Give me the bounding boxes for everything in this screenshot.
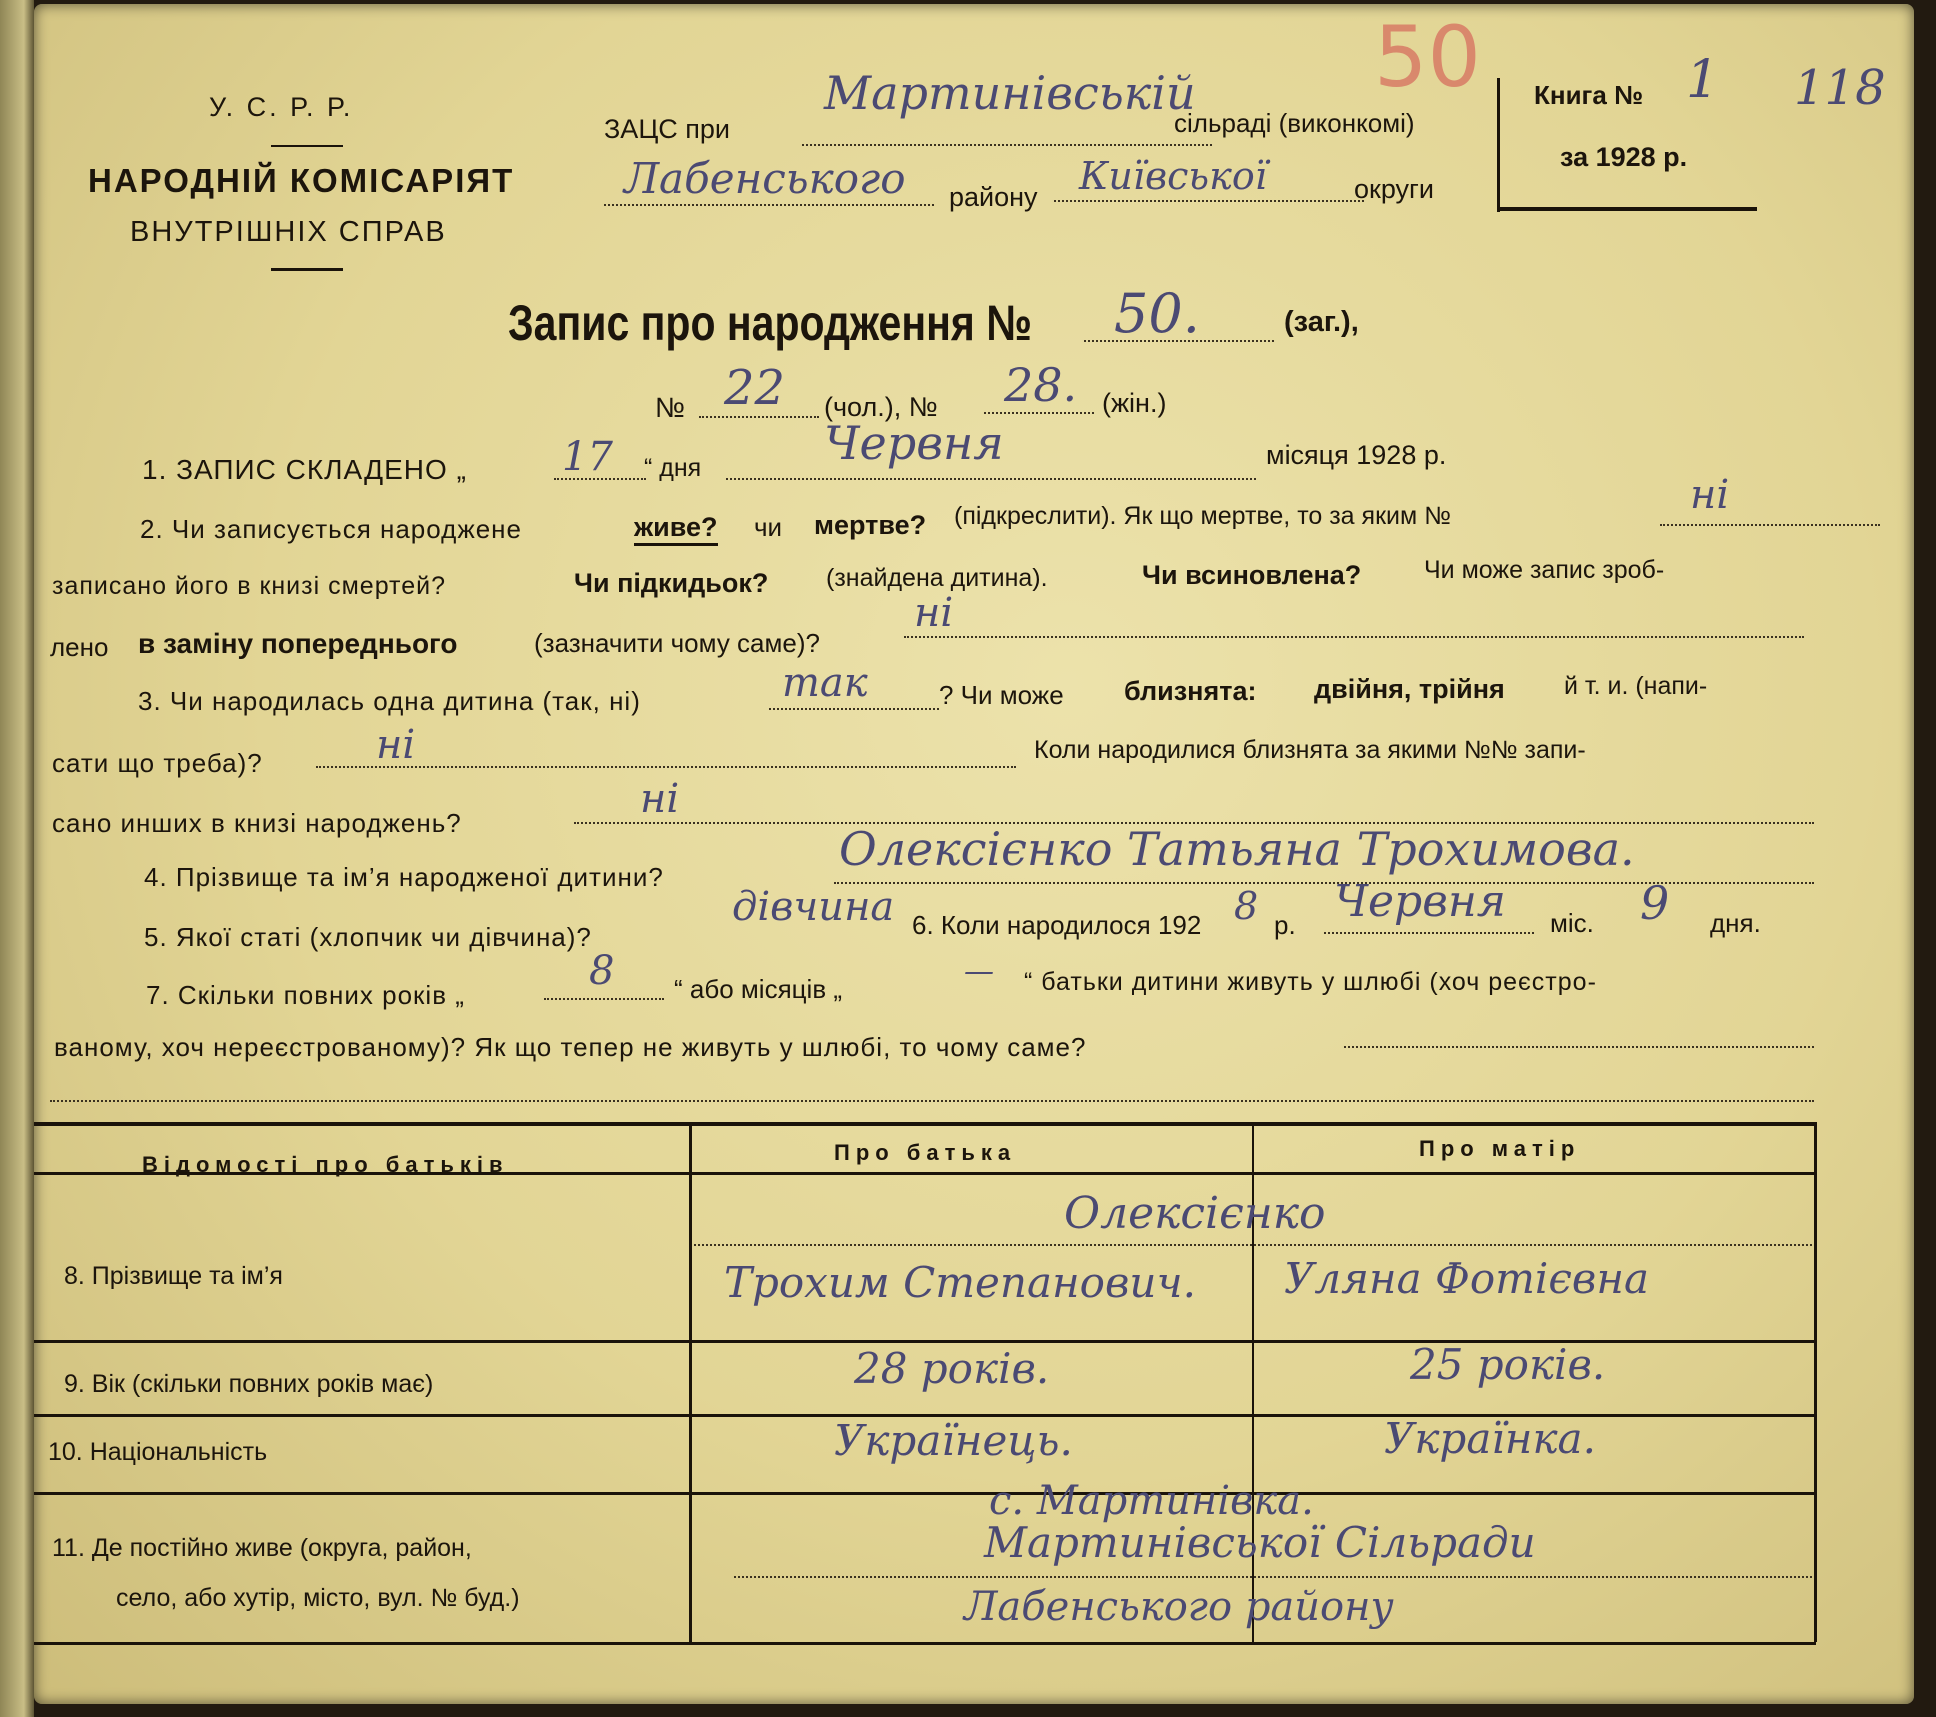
- q1-suffix: місяця 1928 р.: [1266, 440, 1447, 470]
- table-bottom-rule: [34, 1642, 1816, 1645]
- zags-prefix: ЗАЦС при: [604, 114, 731, 144]
- q6-label: 6. Коли народилося 192: [912, 910, 1202, 940]
- q1-month-field: [726, 478, 1256, 480]
- q2-death-no-field: [1660, 524, 1880, 526]
- residence-line: [734, 1576, 1812, 1578]
- q7-reason-field: [1344, 1046, 1814, 1048]
- q2-answer-1: ні: [1690, 472, 1730, 518]
- female-label: (жін.): [1102, 388, 1167, 418]
- general-number: 50.: [1114, 282, 1200, 345]
- previous-page-edge: [0, 0, 34, 1717]
- mother-age: 25 років.: [1410, 1340, 1606, 1389]
- q3-text: сано инших в книзі народжень?: [52, 808, 462, 838]
- book-number: 1: [1686, 50, 1720, 110]
- table-top-rule: [34, 1122, 1816, 1126]
- q6-day-label: дня.: [1710, 908, 1761, 938]
- q7-months: —: [964, 954, 994, 989]
- q2-text: (підкреслити). Як що мертве, то за яким №: [954, 502, 1451, 530]
- q4-label: 4. Прізвище та ім’я народженої дитини?: [144, 862, 664, 892]
- row-10-label: 10. Національність: [48, 1438, 268, 1466]
- q4-answer: Олексієнко Татьяна Трохимова.: [839, 822, 1635, 876]
- book-box-bottom: [1497, 207, 1757, 211]
- q1-label: 1. ЗАПИС СКЛАДЕНО „: [142, 454, 467, 485]
- q3-double: двійня, трійня: [1314, 674, 1505, 704]
- row-11-label: 11. Де постійно живе (округа, район,: [52, 1534, 472, 1562]
- q2-text: записано його в книзі смертей?: [52, 572, 447, 600]
- male-number-field: [699, 416, 819, 418]
- village-field: [802, 144, 1212, 146]
- okrug-value: Київської: [1079, 154, 1267, 198]
- male-number: 22: [724, 360, 786, 416]
- q1-day: 17: [562, 434, 613, 480]
- q2-text: 2. Чи записується народжене: [140, 514, 522, 544]
- book-label: Книга №: [1534, 80, 1644, 110]
- mother-nationality: Українка.: [1384, 1414, 1596, 1463]
- row-9-label: 9. Вік (скільки повних років має): [64, 1370, 434, 1398]
- residence-council: Мартинівської Сільради: [984, 1518, 1536, 1567]
- table-header-info: Відомості про батьків: [142, 1152, 509, 1177]
- q7-years: 8: [589, 948, 615, 994]
- male-label: (чол.), №: [824, 392, 938, 422]
- village-value: Мартинівській: [824, 66, 1196, 120]
- q2-dead: мертве?: [814, 510, 927, 540]
- q6-month: Червня: [1334, 876, 1506, 927]
- q2-adopted: Чи всиновлена?: [1142, 560, 1362, 590]
- father-name: Трохим Степанович.: [724, 1258, 1196, 1307]
- female-number: 28.: [1004, 358, 1078, 412]
- q2-foundling: Чи підкидьок?: [574, 568, 769, 598]
- department-name: ВНУТРІШНІХ СПРАВ: [130, 216, 447, 248]
- q3-text: й т. и. (напи-: [1564, 672, 1708, 700]
- residence-village: с. Мартинівка.: [989, 1478, 1314, 1524]
- q7-label: 7. Скільки повних років „: [146, 980, 465, 1010]
- record-title: Запис про народження №: [508, 295, 1032, 351]
- zags-suffix: сільраді (виконкомі): [1174, 108, 1415, 138]
- father-nationality: Українець.: [834, 1416, 1073, 1465]
- q3-twins: близнята:: [1124, 676, 1257, 706]
- q2-text: лено: [50, 632, 109, 662]
- q6-r-label: р.: [1274, 910, 1296, 940]
- father-age: 28 років.: [854, 1344, 1050, 1393]
- residence-district: Лабенського району: [964, 1584, 1394, 1630]
- q1-day-label: “ дня: [644, 454, 702, 482]
- q2-replace: в заміну попереднього: [138, 628, 458, 659]
- q3-answer-2: ні: [376, 722, 416, 768]
- district-value: Лабенського: [624, 154, 906, 203]
- q2-text: Чи може запис зроб-: [1424, 556, 1665, 584]
- q3-answer-1: так: [782, 660, 868, 706]
- q7-label: “ або місяців „: [674, 974, 843, 1004]
- q5-answer: дівчина: [732, 884, 895, 930]
- row-rule: [34, 1492, 1816, 1495]
- okrug-label: округи: [1354, 174, 1434, 204]
- general-suffix: (заг.),: [1284, 306, 1359, 338]
- q3-answer-3: ні: [640, 776, 680, 822]
- commissariat-name: НАРОДНІЙ КОМІСАРІЯТ: [88, 162, 515, 199]
- q3-answer-1-field: [769, 708, 939, 710]
- row-8-top-field: [694, 1244, 1812, 1246]
- q3-text: сати що треба)?: [52, 748, 263, 778]
- q7-label: “ батьки дитини живуть у шлюбі (хоч реєстро-: [1024, 968, 1597, 996]
- row-8-label: 8. Прізвище та ім’я: [64, 1262, 283, 1290]
- q2-answer-2: ні: [914, 590, 954, 636]
- q6-day: 9: [1640, 876, 1670, 930]
- table-column-rule: [1814, 1122, 1817, 1642]
- page-mark: 118: [1794, 60, 1886, 116]
- q5-label: 5. Якої статі (хлопчик чи дівчина)?: [144, 922, 592, 952]
- red-pencil-number: 50: [1374, 8, 1481, 106]
- q3-answer-2-field: [316, 766, 1016, 768]
- male-no-label: №: [655, 392, 686, 423]
- district-label: району: [949, 182, 1038, 212]
- q2-alive: живе?: [634, 512, 718, 546]
- q6-month-label: міс.: [1550, 908, 1594, 938]
- divider: [271, 145, 343, 147]
- q2-replace-field: [904, 636, 1804, 638]
- q3-text: 3. Чи народилась одна дитина (так, ні): [138, 686, 641, 716]
- q2-text: чи: [754, 512, 783, 542]
- book-year: за 1928 р.: [1560, 142, 1688, 172]
- q2-text: (знайдена дитина).: [826, 564, 1048, 592]
- birth-record-form: [34, 4, 1914, 1704]
- q3-text: Коли народилися близнята за якими №№ запи-: [1034, 736, 1586, 764]
- q3-text: ? Чи може: [939, 680, 1064, 710]
- divider: [271, 268, 343, 271]
- female-number-field: [984, 412, 1094, 414]
- book-box-left: [1497, 78, 1500, 212]
- okrug-field: [1054, 200, 1364, 202]
- q7-line2: ваному, хоч нереєстрованому)? Як що тепер не живуть у шлюбі, то чому саме?: [54, 1032, 1087, 1062]
- district-field: [604, 204, 934, 206]
- table-header-mother: Про матір: [1419, 1136, 1581, 1161]
- state-name: У. С. Р. Р.: [209, 92, 354, 122]
- row-11-label: село, або хутір, місто, вул. № буд.): [116, 1584, 520, 1612]
- mother-name: Уляна Фотієвна: [1284, 1254, 1650, 1303]
- table-column-rule: [689, 1122, 692, 1642]
- table-header-father: Про батька: [834, 1140, 1017, 1165]
- q6-year-digit: 8: [1234, 884, 1259, 928]
- q1-month: Червня: [824, 416, 1004, 470]
- q7-extra-field: [50, 1100, 1814, 1102]
- q2-text: (зазначити чому саме)?: [534, 628, 820, 658]
- father-surname: Олексієнко: [1064, 1188, 1326, 1239]
- q6-month-field: [1324, 932, 1534, 934]
- q7-years-field: [544, 998, 664, 1000]
